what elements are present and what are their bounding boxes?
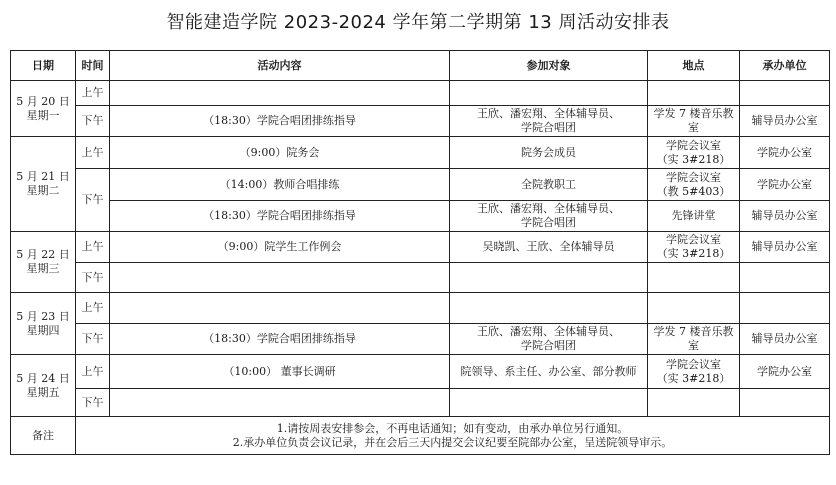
location-line: （实 3#218） [656, 371, 731, 385]
page-title: 智能建造学院 2023-2024 学年第二学期第 13 周活动安排表 [166, 12, 670, 33]
organizer-cell: 辅导员办公室 [740, 201, 830, 232]
participants-line: 王欣、潘宏翔、全体辅导员、 [477, 107, 620, 120]
location-line: （实 3#218） [656, 247, 731, 260]
header-date: 日期 [11, 51, 76, 81]
location-cell [648, 169, 740, 201]
location-cell [648, 389, 740, 417]
table-row [11, 293, 830, 324]
location-cell [648, 137, 740, 169]
location-line: （教 5#403） [656, 184, 731, 198]
location-cell: 学发 7 楼音乐教室 [648, 106, 740, 137]
date-cell [11, 232, 76, 293]
time-cell: 上午 [76, 137, 110, 169]
time-cell: 下午 [76, 389, 110, 417]
location-cell: 学发 7 楼音乐教室 [648, 324, 740, 355]
location-cell [648, 293, 740, 324]
time-cell: 上午 [76, 355, 110, 389]
organizer-cell: 学院办公室 [740, 355, 830, 389]
table-row [11, 169, 830, 201]
weekday-label: 星期五 [26, 385, 60, 399]
table-row [11, 389, 830, 417]
participants-cell: 院务会成员 [450, 137, 648, 169]
content-cell: （10:00） 董事长调研 [110, 355, 450, 389]
date-label: 5 月 21 日 [16, 170, 70, 183]
organizer-cell [740, 81, 830, 106]
participants-cell [450, 324, 648, 355]
header-time: 时间 [76, 51, 110, 81]
table-row [11, 324, 830, 355]
header-content: 活动内容 [110, 51, 450, 81]
location-line: 学院会议室 [666, 233, 721, 246]
notes-label: 备注 [11, 417, 76, 455]
content-cell: （9:00）院务会 [110, 137, 450, 169]
header-participants: 参加对象 [450, 51, 648, 81]
time-cell: 上午 [76, 232, 110, 263]
organizer-cell: 辅导员办公室 [740, 106, 830, 137]
date-cell [11, 81, 76, 137]
time-cell: 下午 [76, 106, 110, 137]
participants-cell: 全院教职工 [450, 169, 648, 201]
header-location: 地点 [648, 51, 740, 81]
organizer-cell: 学院办公室 [740, 169, 830, 201]
weekday-label: 星期四 [26, 323, 60, 337]
table-row [11, 263, 830, 293]
date-label: 5 月 20 日 [16, 94, 70, 108]
content-cell [110, 81, 450, 106]
content-cell [110, 389, 450, 417]
table-row [11, 201, 830, 232]
time-cell: 下午 [76, 169, 110, 232]
weekday-label: 星期三 [26, 262, 60, 275]
location-cell [648, 355, 740, 389]
location-cell: 先锋讲堂 [648, 201, 740, 232]
organizer-cell [740, 293, 830, 324]
organizer-cell: 辅导员办公室 [740, 232, 830, 263]
schedule-table [10, 50, 830, 455]
notes-row [11, 417, 830, 455]
date-cell [11, 355, 76, 417]
weekday-label: 星期一 [26, 108, 60, 122]
participants-line: 王欣、潘宏翔、全体辅导员、 [477, 202, 620, 215]
location-line: 学院会议室 [666, 357, 721, 371]
table-row [11, 232, 830, 263]
organizer-cell: 辅导员办公室 [740, 324, 830, 355]
participants-cell [450, 389, 648, 417]
participants-line: 学院合唱团 [521, 216, 576, 229]
date-label: 5 月 23 日 [16, 309, 70, 323]
organizer-cell [740, 263, 830, 293]
notes-line: 1.请按周表安排参会，不再电话通知；如有变动，由承办单位另行通知。 [276, 421, 629, 435]
time-cell: 上午 [76, 293, 110, 324]
participants-line: 王欣、潘宏翔、全体辅导员、 [477, 325, 620, 338]
location-line: 学院会议室 [666, 138, 721, 152]
header-row [11, 51, 830, 81]
date-label: 5 月 22 日 [16, 248, 70, 261]
organizer-cell [740, 389, 830, 417]
participants-cell: 吴晓凯、王欣、全体辅导员 [450, 232, 648, 263]
participants-cell [450, 263, 648, 293]
location-line: 学院会议室 [666, 170, 721, 184]
table-row [11, 137, 830, 169]
content-cell [110, 293, 450, 324]
location-cell [648, 81, 740, 106]
notes-line: 2.承办单位负责会议记录，并在会后三天内提交会议纪要至院部办公室，呈送院领导审示。 [232, 435, 673, 449]
time-cell: 下午 [76, 324, 110, 355]
location-cell [648, 232, 740, 263]
table-row [11, 106, 830, 137]
location-cell [648, 263, 740, 293]
content-cell: （9:00）院学生工作例会 [110, 232, 450, 263]
notes-cell [76, 417, 830, 455]
participants-cell [450, 293, 648, 324]
weekday-label: 星期二 [26, 184, 60, 197]
date-cell [11, 137, 76, 232]
content-cell: （14:00）教师合唱排练 [110, 169, 450, 201]
time-cell: 上午 [76, 81, 110, 106]
participants-line: 学院合唱团 [521, 121, 576, 134]
date-label: 5 月 24 日 [16, 371, 70, 385]
time-cell: 下午 [76, 263, 110, 293]
content-cell: （18:30）学院合唱团排练指导 [110, 201, 450, 232]
content-cell: （18:30）学院合唱团排练指导 [110, 106, 450, 137]
participants-cell [450, 106, 648, 137]
table-row [11, 355, 830, 389]
participants-cell: 院领导、系主任、办公室、部分教师 [450, 355, 648, 389]
participants-cell [450, 201, 648, 232]
content-cell: （18:30）学院合唱团排练指导 [110, 324, 450, 355]
participants-line: 学院合唱团 [521, 339, 576, 352]
table-row [11, 81, 830, 106]
organizer-cell: 学院办公室 [740, 137, 830, 169]
content-cell [110, 263, 450, 293]
date-cell [11, 293, 76, 355]
participants-cell [450, 81, 648, 106]
location-line: （实 3#218） [656, 152, 731, 166]
header-organizer: 承办单位 [740, 51, 830, 81]
